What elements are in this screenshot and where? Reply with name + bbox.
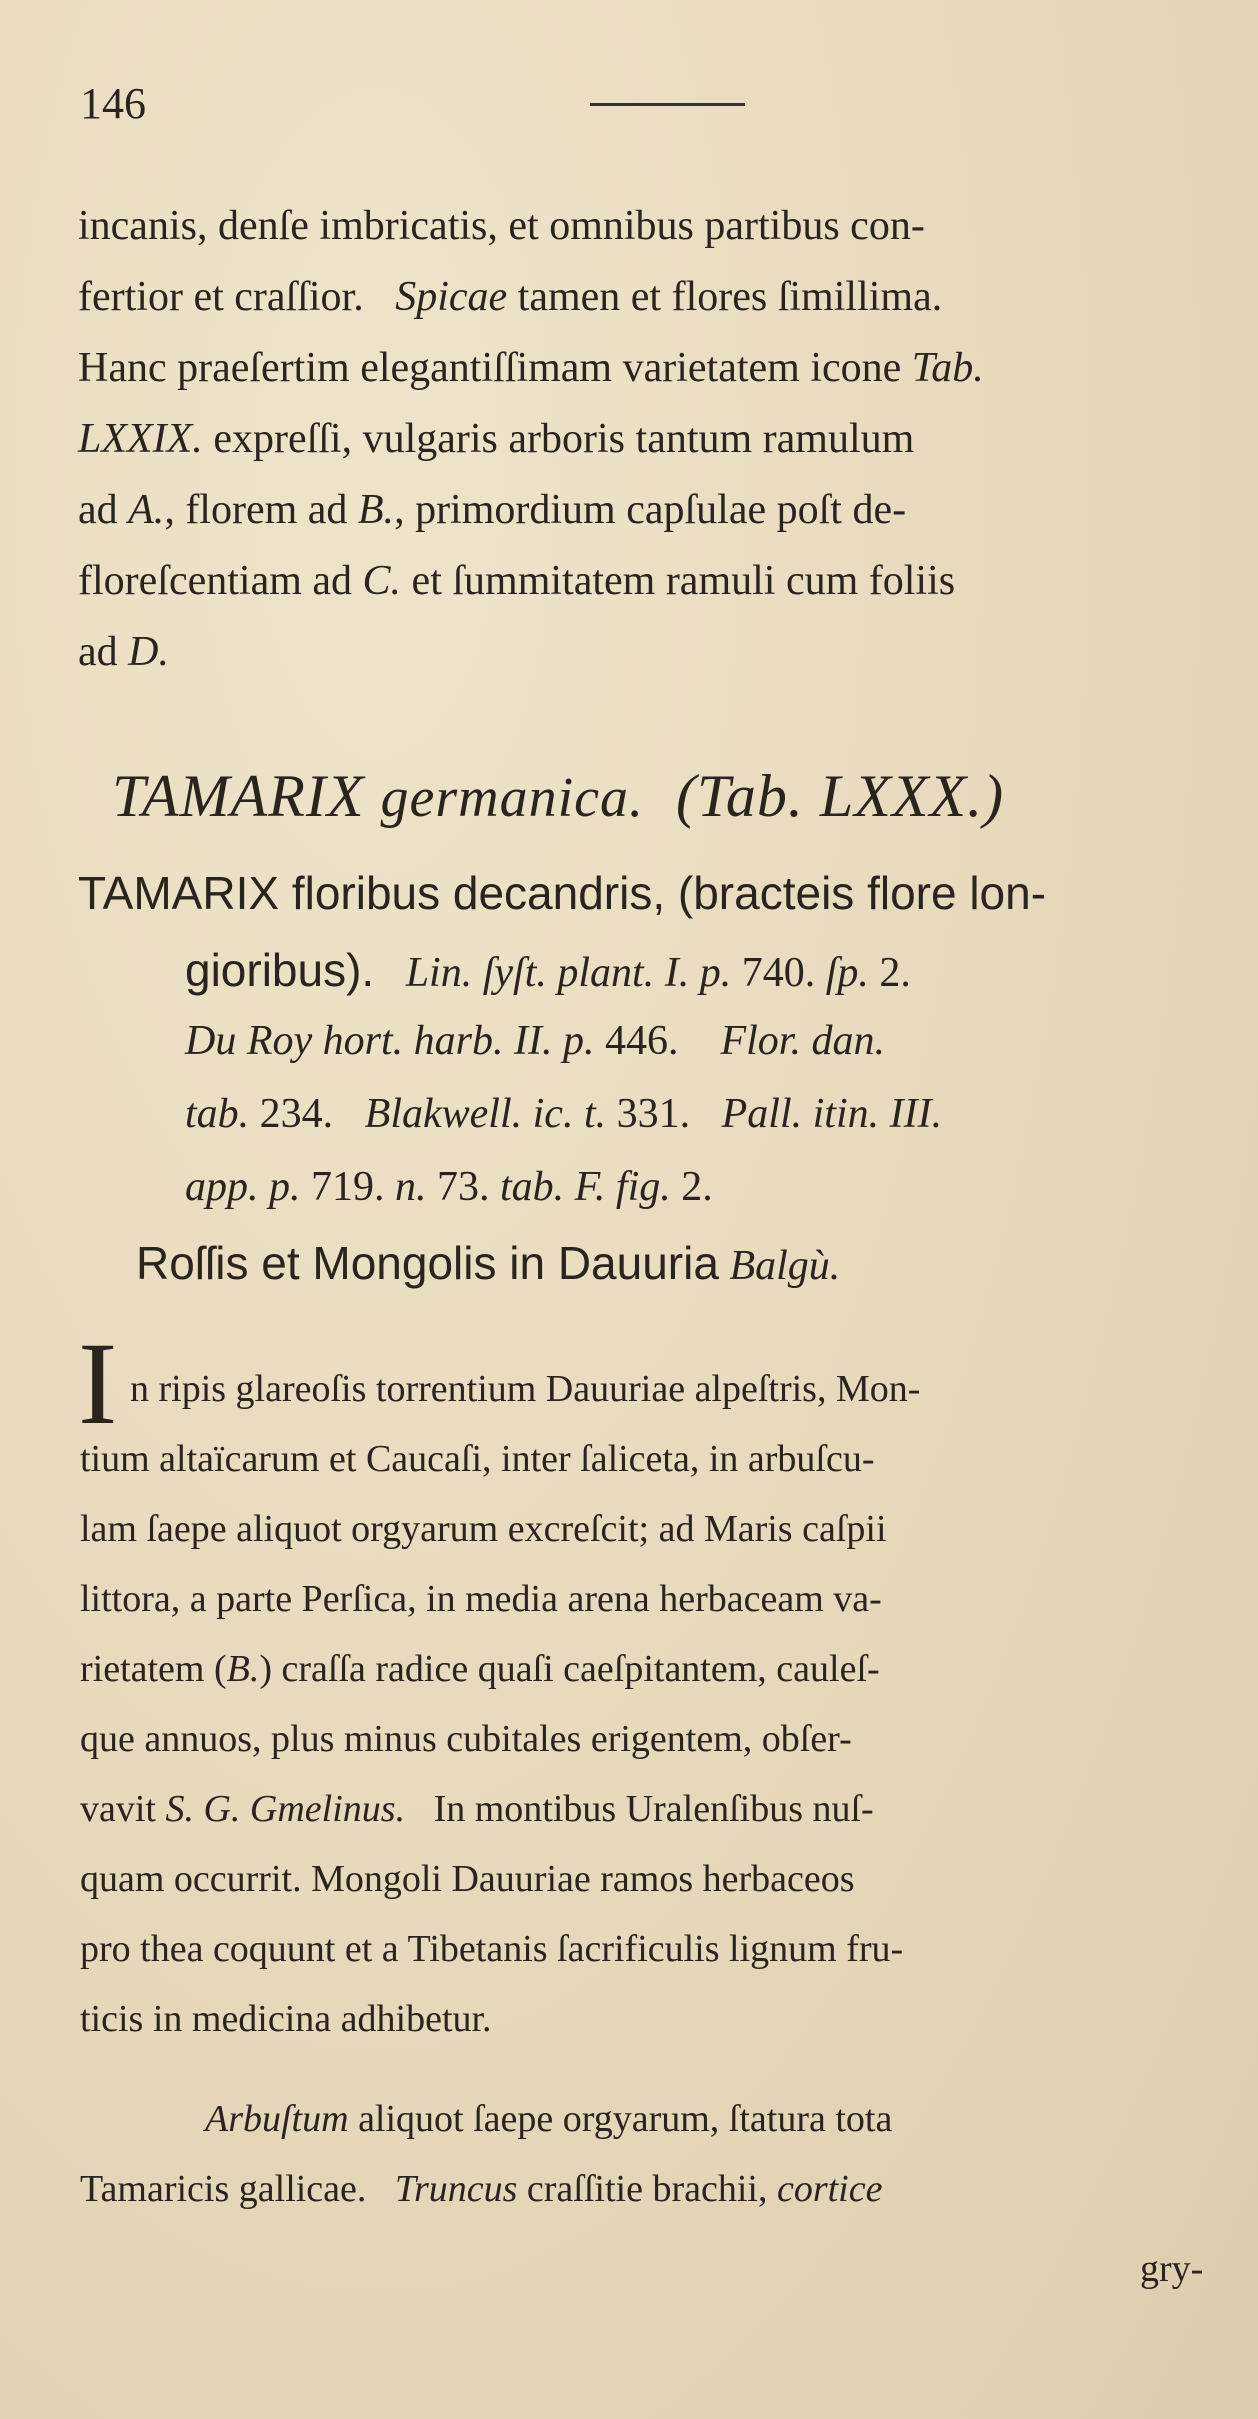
body-line: littora, a parte Perſica, in media arena herbaceam va- <box>80 1578 882 1620</box>
para1-line: ad A., florem ad B., primordium capſulae poſt de- <box>78 487 907 533</box>
body-line: n ripis glareoſis torrentium Dauuriae alpeſtris, Mon- <box>130 1368 921 1410</box>
para1-line: floreſcentiam ad C. et ſummitatem ramuli cum foliis <box>78 558 956 604</box>
body-line: pro thea coquunt et a Tibetanis ſacrificulis lignum fru- <box>80 1928 904 1970</box>
diagnosis-line: TAMARIX floribus decandris, (bracteis flore lon- <box>78 867 1047 919</box>
para1-line: LXXIX. expreſſi, vulgaris arboris tantum ramulum <box>78 416 915 462</box>
diagnosis-line: Du Roy hort. harb. II. p. 446. Flor. dan. <box>185 1018 885 1064</box>
para1-line: fertior et craſſior. Spicae tamen et flores ſimillima. <box>78 274 943 320</box>
catchword: gry- <box>1140 2248 1204 2290</box>
species-epithet: germanica. <box>380 767 644 829</box>
para1-line: incanis, denſe imbricatis, et omnibus partibus con- <box>78 203 925 249</box>
diagnosis-line: tab. 234. Blakwell. ic. t. 331. Pall. itin. III. <box>185 1091 943 1137</box>
page-number: 146 <box>80 79 146 128</box>
body-line: Tamaricis gallicae. Truncus craſſitie brachii, cortice <box>80 2168 883 2210</box>
body-line: lam ſaepe aliquot orgyarum excreſcit; ad Maris caſpii <box>80 1508 887 1550</box>
body-line: quam occurrit. Mongoli Dauuriae ramos herbaceos <box>80 1858 855 1900</box>
body-line: Arbuſtum aliquot ſaepe orgyarum, ſtatura tota <box>205 2098 893 2140</box>
para1-line: ad D. <box>78 629 169 675</box>
diagnosis-line: gioribus). Lin. ſyſt. plant. I. p. 740. ſp. 2. <box>185 944 911 996</box>
genus-name: TAMARIX <box>112 763 365 829</box>
body-line: tium altaïcarum et Caucaſi, inter ſaliceta, in arbuſcu- <box>80 1438 875 1480</box>
body-line: rietatem (B.) craſſa radice quaſi caeſpitantem, cauleſ- <box>80 1648 880 1690</box>
plate-reference: (Tab. LXXX.) <box>676 763 1005 829</box>
vernacular-line: Roſſis et Mongolis in Dauuria Balgù. <box>136 1237 841 1289</box>
para1-line: Hanc praeſertim elegantiſſimam varietatem icone Tab. <box>78 345 984 391</box>
body-line: que annuos, plus minus cubitales erigentem, obſer- <box>80 1718 852 1760</box>
body-line: vavit S. G. Gmelinus. In montibus Uralenſibus nuſ- <box>80 1788 874 1830</box>
header-rule <box>590 103 745 106</box>
species-heading <box>112 762 1004 831</box>
drop-cap: I <box>78 1318 118 1449</box>
body-line: ticis in medicina adhibetur. <box>80 1998 492 2040</box>
diagnosis-line: app. p. 719. n. 73. tab. F. fig. 2. <box>185 1164 713 1210</box>
